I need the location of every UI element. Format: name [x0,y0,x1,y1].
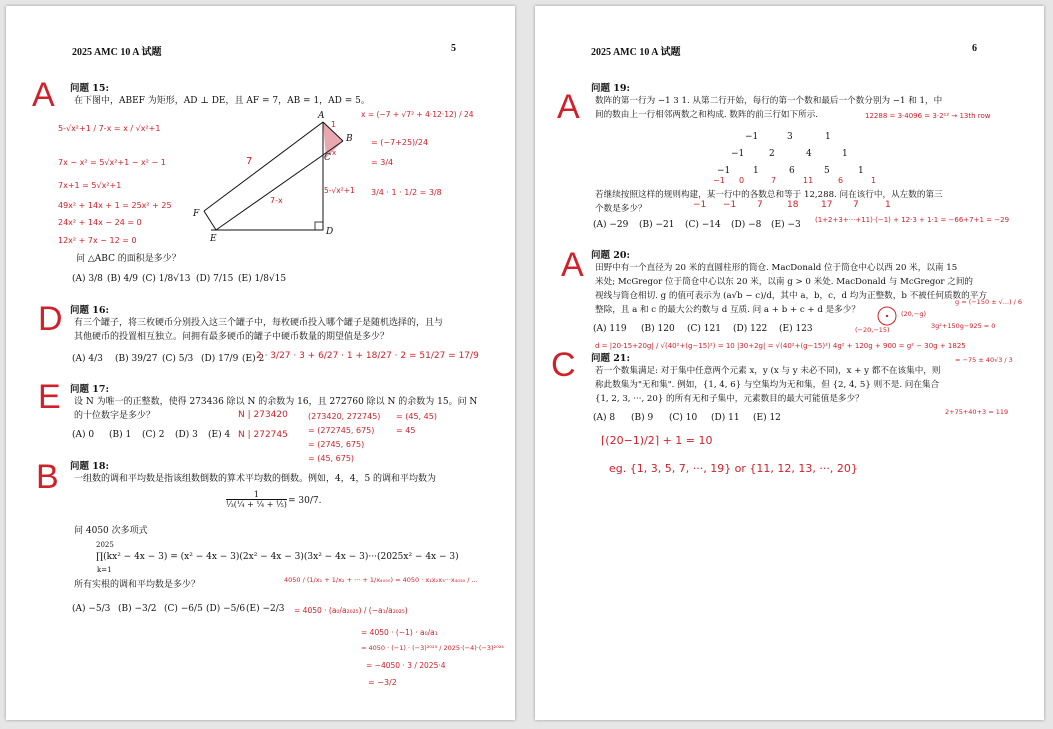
q15-right-3: = 3/4 [371,158,394,167]
q20-title: 问题 20: [591,250,631,261]
q19-row4-5: 1 [871,176,877,185]
q19-row5-5: 7 [853,200,859,210]
q17-answer-mark: E [38,378,61,416]
left-page [6,6,515,720]
q19-row4-2: 7 [771,176,777,185]
q19-top-note: 12288 = 3·4096 = 3·2¹² → 13th row [865,112,991,120]
q18-choice-e: (E) −2/3 [246,604,285,614]
q15-fig-label-side: 5-√x²+1 [324,186,355,195]
q18-work-1: 4050 / (1/x₁ + 1/x₂ + ··· + 1/x₄₀₅₀) = 4050 · x₁x₂x₃···x₄₀₅₀ / ... [284,576,478,584]
q15-work-6: 12x² + 7x − 12 = 0 [58,236,137,245]
q19-choice-d: (D) −8 [731,220,762,230]
q19-row5-0: −1 [693,200,707,210]
fig-label-c: C [324,153,331,163]
q18-work-5: = −4050 · 3 / 2025·4 [366,661,446,670]
q15-work-4: 49x² + 14x + 1 = 25x² + 25 [58,201,172,210]
q18-choice-d: (D) −5/6 [206,604,246,614]
q21-work: ⌈(20−1)/2⌉ + 1 = 10 [601,434,713,447]
page-number: 6 [972,43,977,54]
q16-line2: 其他硬币的投置相互独立。问拥有最多硬币的罐子中硬币数量的期望值是多少？ [74,332,390,342]
page-header-title: 2025 AMC 10 A 试题 [591,47,681,58]
fig-label-e: E [210,234,217,244]
q19-row3-4: 1 [858,166,864,176]
q20-choice-d: (D) 122 [733,324,768,334]
q18-choice-b: (B) −3/2 [118,604,157,614]
q15-statement: 在下图中，ABEF 为矩形，AD ⊥ DE，且 AF = 7，AB = 1，AD = 5。 [74,96,370,106]
q16-choice-c: (C) 5/3 [162,354,194,364]
q17-title: 问题 17: [70,384,110,395]
q15-fig-label-1: 1 [331,120,337,129]
q20-side-4: (−20,−15) [855,326,890,334]
q18-product-top: 2025 [96,541,114,549]
q17-work-6: = (45, 675) [308,454,355,463]
q16-title: 问题 16: [70,305,110,316]
q18-choice-c: (C) −6/5 [164,604,203,614]
q18-line3: 所有实根的调和平均数是多少？ [74,580,201,590]
q17-choice-a: (A) 0 [72,430,95,440]
q19-row3-3: 5 [824,166,830,176]
q18-line2: 问 4050 次多项式 [74,526,148,536]
q21-answer-mark: C [551,346,576,384]
q21-title: 问题 21: [591,353,631,364]
q20-side-3: 2+75+40+3 = 119 [945,408,1009,416]
q17-work-5: = (2745, 675) [308,440,365,449]
q20-work: d = |20·15+20g| / √(40²+(g−15)²) = 10 |30+2g| = √(40²+(g−15)²) 4g² + 120g + 900 = g² − 30g + 1825 [595,342,966,350]
q15-fig-label-x: x [332,149,337,157]
q20-choice-e: (E) 123 [779,324,813,334]
q20-side-1: g = (−150 ± √...) / 6 [955,298,1023,306]
fig-label-a: A [318,111,325,121]
q17-choice-c: (C) 2 [142,430,165,440]
q16-work: 2 · 3/27 · 3 + 6/27 · 1 + 18/27 · 2 = 51/27 = 17/9 [256,351,479,361]
q15-question: 问 △ABC 的面积是多少？ [76,254,181,264]
q15-choice-d: (D) 7/15 [196,274,234,284]
q15-choice-e: (E) 1/8√15 [238,274,287,284]
q19-title: 问题 19: [591,83,631,94]
q15-right-2: = (−7+25)/24 [371,138,429,147]
q19-row3-1: 1 [753,166,759,176]
q21-line3: {1, 2, 3, ···, 20} 的所有无和子集中，元素数目的最大可能值是多少？ [595,394,864,404]
q21-line2: 称此数集为"无和集". 例如，{1, 4, 6} 与空集均为无和集，但 {2, 4, 5} 则不是. 问在集合 [595,380,940,390]
q19-choice-a: (A) −29 [593,220,629,230]
q15-fig-label-7x: 7-x [270,196,283,205]
q19-answer-mark: A [557,88,580,126]
q19-row4-3: 11 [803,176,814,185]
q18-line1: 一组数的调和平均数是指该组数倒数的算术平均数的倒数。例如，4，4，5 的调和平均数为 [74,474,437,484]
q19-line2: 间的数由上一行相邻两数之和构成. 数阵的前三行如下所示. [595,110,819,120]
q19-sum-work: (1+2+3+···+11)·(−1) + 12·3 + 1·1 = −66+7+1 = −29 [815,216,1010,224]
q15-choice-a: (A) 3/8 [72,274,103,284]
q17-choice-e: (E) 4 [208,430,231,440]
q19-row4-0: −1 [713,176,725,185]
q16-choice-a: (A) 4/3 [72,354,103,364]
q20-line3: 视线与筒仓相切. g 的值可表示为 (a√b − c)/d，其中 a，b，c，d 均为正整数，b 不被任何质数的平方 [595,291,987,301]
q19-row2-3: 1 [842,149,848,159]
q16-answer-mark: D [38,300,63,338]
q17-line1: 设 N 为唯一的正整数，使得 273436 除以 N 的余数为 16，且 272760 除以 N 的余数为 15。问 N [74,397,478,407]
q18-work-4: = 4050 · (−1) · (−3)²⁰²⁵ / 2025·(−4)·(−3)²⁰²⁴ [361,644,504,652]
q19-row1-0: −1 [745,132,759,142]
q19-row5-3: 18 [787,200,799,210]
q19-line1: 数阵的第一行为 −1 3 1. 从第二行开始，每行的第一个数和最后一个数分别为 −1 和 1，中 [595,96,943,106]
q20-side-2: = −75 ± 40√3 / 3 [955,356,1013,364]
q17-choice-d: (D) 3 [175,430,198,440]
q20-choice-c: (C) 121 [687,324,721,334]
q16-line1: 有三个罐子，将三枚硬币分别投入这三个罐子中，每枚硬币投入哪个罐子是随机选择的，且与 [74,318,444,328]
q16-choice-d: (D) 17/9 [201,354,239,364]
q15-choice-b: (B) 4/9 [107,274,138,284]
q17-choice-b: (B) 1 [109,430,132,440]
q19-row2-1: 2 [769,149,775,159]
q18-work-2: = 4050 · (a₀/a₂₀₂₅) / (−a₁/a₂₀₂₅) [294,606,408,615]
q21-line1: 若一个数集满足: 对于集中任意两个元素 x，y (x 与 y 未必不同)，x + y 都不在该集中，则 [595,366,941,376]
q20-line1: 田野中有一个直径为 20 米的直圆柱形的筒仓. MacDonald 位于筒仓中心以西 20 米，以南 15 [595,263,958,273]
q21-choice-e: (E) 12 [753,413,781,423]
q18-answer-mark: B [36,458,59,496]
q17-work-8: = 45 [396,426,416,435]
q18-product: ∏(kx² − 4x − 3) = (x² − 4x − 3)(2x² − 4x − 3)(3x² − 4x − 3)···(2025x² − 4x − 3) [96,552,459,562]
q15-right-4: 3/4 · 1 · 1/2 = 3/8 [371,188,442,197]
q19-row1-2: 1 [825,132,831,142]
q19-choice-b: (B) −21 [639,220,675,230]
q17-work-7: = (45, 45) [396,412,437,421]
q19-row3-2: 6 [789,166,795,176]
q19-row3-0: −1 [717,166,731,176]
q19-row5-1: −1 [723,200,737,210]
q16-choice-e: (E) 2 [242,354,265,364]
q19-line4: 个数是多少？ [595,204,647,214]
q21-choice-a: (A) 8 [593,413,616,423]
q18-work-3: = 4050 · (−1) · a₀/a₁ [361,628,438,637]
q21-choice-c: (C) 10 [669,413,698,423]
q19-row5-6: 1 [885,200,891,210]
q17-work-2: N | 272745 [238,430,288,440]
q20-answer-mark: A [561,246,584,284]
q18-example-result: = 30/7. [288,496,322,506]
q17-work-4: = (272745, 675) [308,426,375,435]
q15-answer-mark: A [32,76,55,114]
q19-row2-2: 4 [806,149,812,159]
q18-title: 问题 18: [70,461,110,472]
q15-work-1: 5-√x²+1 / 7-x = x / √x²+1 [58,124,161,133]
q21-example: eg. {1, 3, 5, 7, ···, 19} or {11, 12, 13, ···, 20} [609,462,858,475]
fig-label-b: B [346,134,353,144]
page-number: 5 [451,43,456,54]
q19-choice-e: (E) −3 [771,220,801,230]
q19-line3: 若继续按照这样的规则构建，某一行中的各数总和等于 12,288. 问在该行中，从左数的第三 [595,190,943,200]
q17-work-1: N | 273420 [238,410,288,420]
q21-choice-b: (B) 9 [631,413,654,423]
right-page [535,6,1044,720]
q15-work-3: 7x+1 = 5√x²+1 [58,181,122,190]
q19-row1-1: 3 [787,132,793,142]
q19-choice-c: (C) −14 [685,220,721,230]
q20-choice-b: (B) 120 [641,324,675,334]
q19-row5-4: 17 [821,200,833,210]
q20-sketch [535,6,1044,720]
q18-work-6: = −3/2 [368,678,397,687]
q15-fig-label-7: 7 [246,156,253,167]
q18-example-fraction: $\frac{1}{\text{⅓(¼ + ¼ + ⅕)}}$ [226,490,287,509]
q20-side-5: (20,−g) [901,310,926,318]
q20-line2: 米处; McGregor 位于筒仓中心以东 20 米，以南 g > 0 米处. MacDonald 与 McGregor 之间的 [595,277,974,287]
q20-line4: 整除，且 a 和 c 的最大公约数与 d 互质. 问 a + b + c + d 是多少？ [595,305,860,315]
q19-row4-4: 6 [838,176,844,185]
q15-title: 问题 15: [70,83,110,94]
q17-work-3: (273420, 272745) [308,412,381,421]
q21-choice-d: (D) 11 [711,413,740,423]
q17-line2: 的十位数字是多少？ [74,411,156,421]
q15-choice-c: (C) 1/8√13 [142,274,191,284]
q15-right-1: x = (−7 + √7² + 4·12·12) / 24 [361,110,474,119]
fig-label-f: F [193,209,200,219]
q19-row2-0: −1 [731,149,745,159]
q18-choice-a: (A) −5/3 [72,604,111,614]
q15-work-2: 7x − x² = 5√x²+1 − x² − 1 [58,158,166,167]
q19-row5-2: 7 [757,200,763,210]
q20-choice-a: (A) 119 [593,324,627,334]
q15-work-5: 24x² + 14x − 24 = 0 [58,218,142,227]
q19-row4-1: 0 [739,176,745,185]
q20-side-6: 3g²+150g−925 = 0 [931,322,996,330]
page-header-title: 2025 AMC 10 A 试题 [72,47,162,58]
fig-label-d: D [326,227,334,237]
q18-product-bottom: k=1 [97,566,112,574]
q16-choice-b: (B) 39/27 [115,354,158,364]
